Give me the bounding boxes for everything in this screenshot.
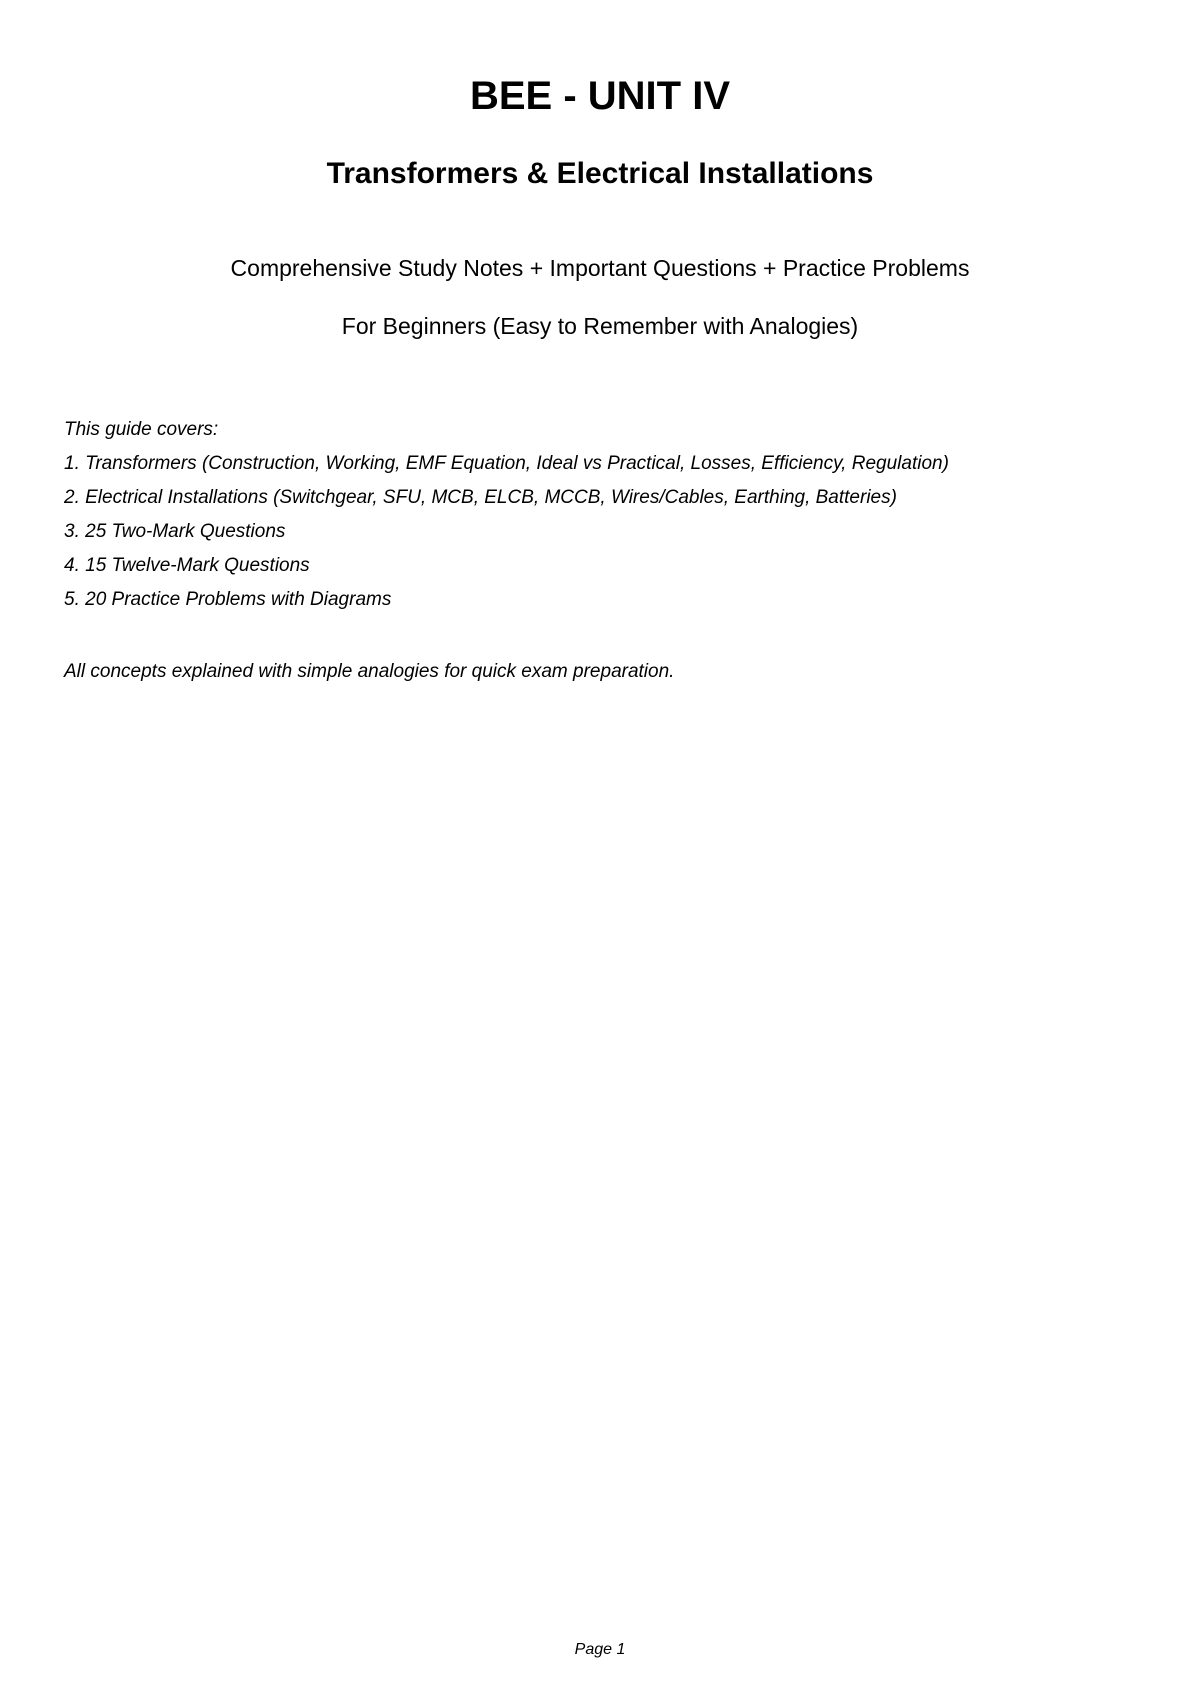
list-item: 3. 25 Two-Mark Questions	[64, 521, 286, 542]
page-number: Page 1	[574, 1641, 626, 1658]
guide-intro: This guide covers:	[64, 419, 219, 440]
list-item: 5. 20 Practice Problems with Diagrams	[64, 589, 392, 610]
coverage-list	[64, 452, 1164, 622]
tagline-audience: For Beginners (Easy to Remember with Analogies)	[341, 313, 859, 339]
document-title: BEE - UNIT IV	[469, 74, 731, 118]
list-item: 2. Electrical Installations (Switchgear, SFU, MCB, ELCB, MCCB, Wires/Cables, Earthing, Batteries)	[64, 487, 897, 508]
list-item: 4. 15 Twelve-Mark Questions	[64, 555, 310, 576]
closing-note: All concepts explained with simple analogies for quick exam preparation.	[64, 661, 675, 682]
list-item: 1. Transformers (Construction, Working, EMF Equation, Ideal vs Practical, Losses, Efficiency, Regulation)	[64, 453, 949, 474]
tagline-contents: Comprehensive Study Notes + Important Questions + Practice Problems	[230, 255, 970, 281]
document-subtitle: Transformers & Electrical Installations	[326, 157, 874, 190]
